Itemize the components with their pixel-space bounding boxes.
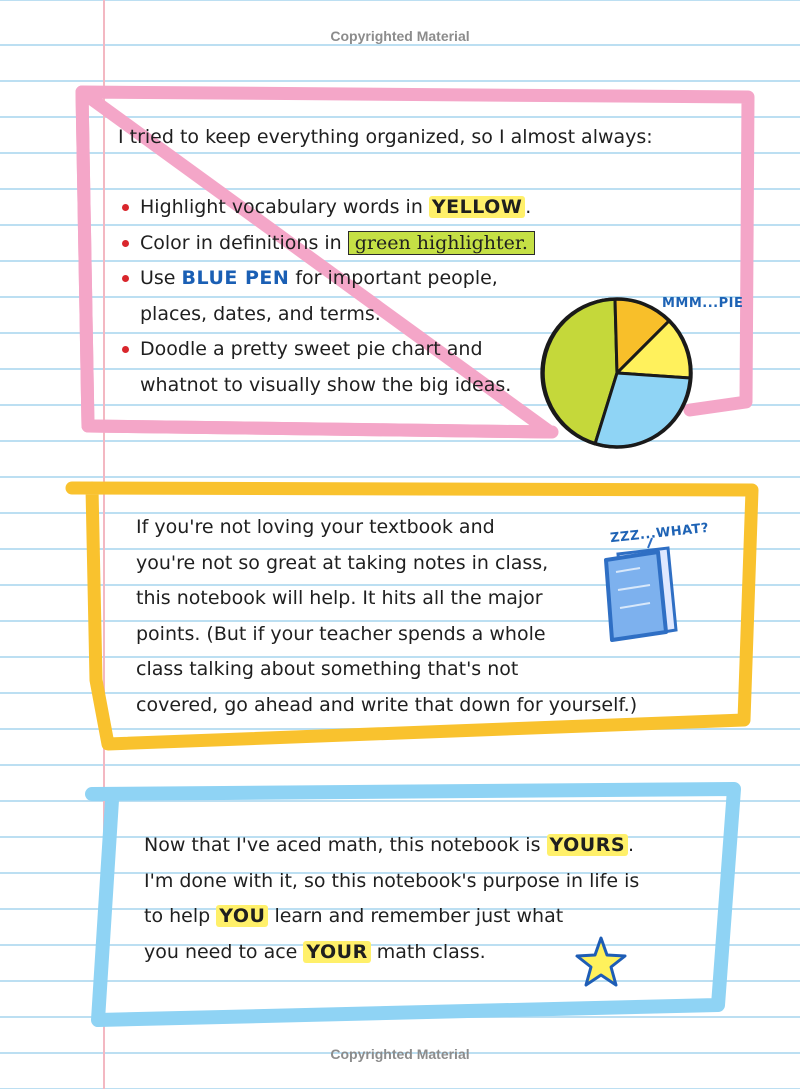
book-label: ZZZ...WHAT? <box>609 520 710 547</box>
yours-highlight: YOURS <box>547 834 628 856</box>
yellow-highlight-word: YELLOW <box>429 196 525 218</box>
blue-line-3-end: learn and remember just what <box>268 905 564 927</box>
intro-text: I tried to keep everything organized, so I almost always: <box>118 126 653 148</box>
yellow-line: you're not so great at taking notes in class, <box>136 551 549 574</box>
blue-line-3 <box>144 899 639 935</box>
blue-line-1-end: . <box>628 834 635 856</box>
blue-line-4-end: math class. <box>370 940 486 963</box>
pie-label: MMM...PIE <box>662 296 744 311</box>
blue-line-4-text: you need to ace <box>144 940 304 963</box>
bullet-3-line2: places, dates, and terms. <box>140 302 381 325</box>
pie-chart-doodle <box>542 299 691 447</box>
your-highlight: YOUR <box>303 941 370 963</box>
list-item <box>118 190 535 226</box>
yellow-box-text <box>136 510 637 723</box>
blue-line-1-text: Now that I've aced math, this notebook is <box>144 834 547 856</box>
list-item <box>118 261 535 332</box>
yellow-line: points. (But if your teacher spends a whole <box>136 622 546 645</box>
blue-line-1 <box>144 828 639 864</box>
bullet-4-line2: whatnot to visually show the big ideas. <box>140 373 512 396</box>
copyright-top: Copyrighted Material <box>330 28 470 44</box>
bullet-4-line1: Doodle a pretty sweet pie chart and <box>140 338 483 360</box>
green-highlight-phrase: green highlighter. <box>348 231 535 255</box>
yellow-line: If you're not loving your textbook and <box>136 516 495 538</box>
blue-line-2: I'm done with it, so this notebook's purpose in life is <box>144 869 640 892</box>
blue-line-3-text: to help <box>144 905 217 927</box>
organization-list <box>118 190 535 403</box>
bullet-3-text: Use <box>140 267 182 289</box>
yellow-line: class talking about something that's not <box>136 658 519 680</box>
list-item <box>118 332 535 403</box>
bullet-1-text: Highlight vocabulary words in <box>140 196 429 218</box>
bullet-3-end: for important people, <box>289 267 498 289</box>
yellow-line: this notebook will help. It hits all the major <box>136 587 543 609</box>
yellow-line: covered, go ahead and write that down for yourself.) <box>136 693 638 716</box>
blue-pen-word: BLUE PEN <box>181 267 290 289</box>
list-item <box>118 226 535 262</box>
copyright-bottom: Copyrighted Material <box>330 1046 470 1062</box>
blue-box-text <box>144 828 639 970</box>
bullet-1-end: . <box>525 196 532 218</box>
blue-line-4 <box>144 935 639 971</box>
bullet-2-text: Color in definitions in <box>140 231 348 254</box>
pink-box-intro <box>118 120 653 156</box>
you-highlight: YOU <box>216 905 268 927</box>
